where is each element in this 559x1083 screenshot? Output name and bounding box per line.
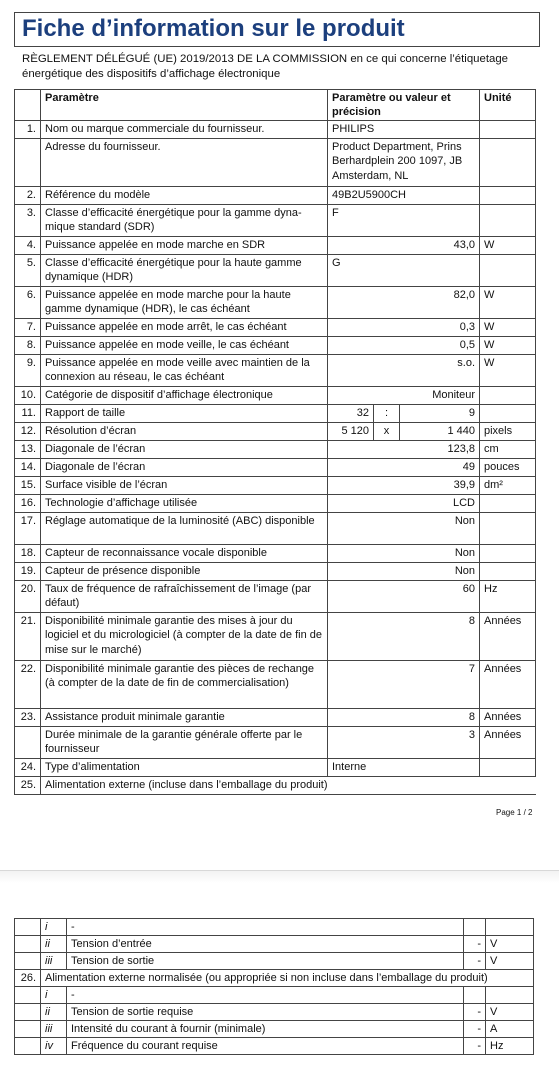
page-number: Page 1 / 2: [496, 808, 533, 817]
table-row: [15, 495, 536, 513]
header-value: Paramètre ou valeur et précision: [328, 90, 480, 121]
row-label: Disponibilité minimale garantie des mises à jour du logiciel et du micrologiciel (à compter de la date de fin de mise sur le marché): [41, 613, 328, 661]
power-supply-table: [14, 918, 534, 1055]
sub-value: [464, 987, 486, 1004]
row-value: 49B2U5900CH: [328, 187, 480, 205]
row-unit: Années: [480, 613, 536, 661]
sub-table-row: [15, 1021, 534, 1038]
row-number: 14.: [15, 459, 41, 477]
row-value: Product Department, Prins Berhardplein 200 1097, JB Amsterdam, NL: [328, 139, 480, 187]
table-row-25: [15, 777, 536, 795]
sub-unit: [486, 987, 534, 1004]
row-unit: [480, 759, 536, 777]
table-row: [15, 709, 536, 727]
row-value: 60: [328, 581, 480, 613]
row-label: Puissance appelée en mode veille, le cas échéant: [41, 337, 328, 355]
row-unit: pouces: [480, 459, 536, 477]
sub-value: -: [464, 953, 486, 970]
sub-value: -: [464, 1038, 486, 1055]
sub-roman: iii: [41, 953, 67, 970]
row-unit: [480, 255, 536, 287]
table-row-26: [15, 970, 534, 987]
sub-label: Fréquence du courant requise: [67, 1038, 464, 1055]
sub-roman: iv: [41, 1038, 67, 1055]
row-unit: [480, 545, 536, 563]
row-number: 19.: [15, 563, 41, 581]
table-row: [15, 355, 536, 387]
sub-label: Intensité du courant à fournir (minimale): [67, 1021, 464, 1038]
sub-unit: V: [486, 936, 534, 953]
row-number: 17.: [15, 513, 41, 545]
sub-indent: [15, 987, 41, 1004]
row-label: Puissance appelée en mode arrêt, le cas échéant: [41, 319, 328, 337]
row-number: 15.: [15, 477, 41, 495]
row-unit: Années: [480, 661, 536, 709]
table-row: [15, 581, 536, 613]
row-unit: [480, 513, 536, 545]
row-unit: W: [480, 337, 536, 355]
row-label: Classe d’efficacité énergétique pour la gamme dynamique standard (SDR): [41, 205, 328, 237]
row-number: 8.: [15, 337, 41, 355]
row-label: Surface visible de l’écran: [41, 477, 328, 495]
header-num-cell: [15, 90, 41, 121]
sub-label: Tension de sortie: [67, 953, 464, 970]
table-row: [15, 661, 536, 709]
row-label: Réglage automatique de la luminosité (ABC) disponible: [41, 513, 328, 545]
sub-indent: [15, 936, 41, 953]
sub-table-row: [15, 987, 534, 1004]
sub-indent: [15, 1021, 41, 1038]
row-unit: [480, 187, 536, 205]
row-label: Catégorie de dispositif d’affichage électronique: [41, 387, 328, 405]
sub-unit: Hz: [486, 1038, 534, 1055]
sub-unit: [486, 919, 534, 936]
sub-table-row: [15, 1004, 534, 1021]
table-row: [15, 563, 536, 581]
row-unit: [480, 121, 536, 139]
row-number: 18.: [15, 545, 41, 563]
row-value: Non: [328, 545, 480, 563]
row-unit: [480, 139, 536, 187]
row-value-first: 5 120: [328, 423, 374, 441]
row-value: 8: [328, 613, 480, 661]
row-number: 20.: [15, 581, 41, 613]
header-param: Paramètre: [41, 90, 328, 121]
row-number: 10.: [15, 387, 41, 405]
row-number: 11.: [15, 405, 41, 423]
row-unit: W: [480, 287, 536, 319]
row-unit: dm²: [480, 477, 536, 495]
table-header-row: [15, 90, 536, 121]
row-value-first: 32: [328, 405, 374, 423]
table-row: [15, 205, 536, 237]
row-unit: W: [480, 355, 536, 387]
row-number: 12.: [15, 423, 41, 441]
row-label: Nom ou marque commerciale du fournisseur.: [41, 121, 328, 139]
row-value: G: [328, 255, 480, 287]
table-row: [15, 459, 536, 477]
table-row: [15, 337, 536, 355]
row-value: 3: [328, 727, 480, 759]
sub-roman: iii: [41, 1021, 67, 1038]
row-label: Type d’alimentation: [41, 759, 328, 777]
row-unit: Années: [480, 727, 536, 759]
row-number: 13.: [15, 441, 41, 459]
row-label: Taux de fréquence de rafraîchissement de l’image (par défaut): [41, 581, 328, 613]
row-number: 25.: [15, 777, 41, 795]
row-value: 0,5: [328, 337, 480, 355]
row-value: 7: [328, 661, 480, 709]
row-value: s.o.: [328, 355, 480, 387]
row-unit: Hz: [480, 581, 536, 613]
sub-roman: ii: [41, 936, 67, 953]
row-number: [15, 139, 41, 187]
row-label: Puissance appelée en mode veille avec maintien de la connexion au réseau, le cas échéant: [41, 355, 328, 387]
row-value: 82,0: [328, 287, 480, 319]
sub-value: -: [464, 1021, 486, 1038]
table-row: [15, 613, 536, 661]
sub-label: -: [67, 987, 464, 1004]
sub-value: -: [464, 936, 486, 953]
row-number: 5.: [15, 255, 41, 287]
row-unit: [480, 563, 536, 581]
row-value: 43,0: [328, 237, 480, 255]
row-label: Référence du modèle: [41, 187, 328, 205]
table-row: [15, 139, 536, 187]
regulation-intro: RÈGLEMENT DÉLÉGUÉ (UE) 2019/2013 DE LA COMMISSION en ce qui concerne l’étiquetage énergétique des dispositifs d’affichage électronique: [22, 53, 509, 80]
table-row: [15, 441, 536, 459]
row-unit: W: [480, 319, 536, 337]
sub-label: Tension de sortie requise: [67, 1004, 464, 1021]
row-number: 26.: [15, 970, 41, 987]
row-number: 4.: [15, 237, 41, 255]
sub-table-row: [15, 1038, 534, 1055]
row-value: Interne: [328, 759, 480, 777]
sub-unit: V: [486, 953, 534, 970]
row-label: Adresse du fournisseur.: [41, 139, 328, 187]
table-row: [15, 477, 536, 495]
table-row: [15, 237, 536, 255]
row-label: Puissance appelée en mode marche pour la haute gamme dynamique (HDR), le cas échéant: [41, 287, 328, 319]
table-row: [15, 545, 536, 563]
row-label: Technologie d’affichage utilisée: [41, 495, 328, 513]
row-value: F: [328, 205, 480, 237]
table-row: [15, 287, 536, 319]
row-value-second: 9: [400, 405, 480, 423]
sub-table-row: [15, 919, 534, 936]
row-label: Assistance produit minimale garantie: [41, 709, 328, 727]
row-label: Disponibilité minimale garantie des pièces de rechange (à compter de la date de fin de commercialisation): [41, 661, 328, 709]
row-unit: cm: [480, 441, 536, 459]
row-label: Classe d’efficacité énergétique pour la haute gamme dynamique (HDR): [41, 255, 328, 287]
sub-label: -: [67, 919, 464, 936]
title-box: [14, 12, 540, 47]
row-value: Non: [328, 563, 480, 581]
row-value: 0,3: [328, 319, 480, 337]
page-separator: [0, 870, 559, 883]
row-label: Puissance appelée en mode marche en SDR: [41, 237, 328, 255]
row-number: 9.: [15, 355, 41, 387]
sub-indent: [15, 1038, 41, 1055]
row-label: Résolution d’écran: [41, 423, 328, 441]
row-number: 16.: [15, 495, 41, 513]
sub-label: Tension d’entrée: [67, 936, 464, 953]
row-unit: [480, 495, 536, 513]
row-label: Diagonale de l’écran: [41, 441, 328, 459]
row-unit: [480, 405, 536, 423]
row-label: Alimentation externe (incluse dans l’emballage du produit): [41, 777, 536, 795]
row-number: 3.: [15, 205, 41, 237]
table-row: [15, 255, 536, 287]
row-value: LCD: [328, 495, 480, 513]
row-number: 23.: [15, 709, 41, 727]
table-row: [15, 387, 536, 405]
row-value: Non: [328, 513, 480, 545]
row-value: Moniteur: [328, 387, 480, 405]
row-value-separator: x: [374, 423, 400, 441]
table-row: [15, 759, 536, 777]
table-row: [15, 727, 536, 759]
row-label: Capteur de reconnaissance vocale disponible: [41, 545, 328, 563]
header-unit: Unité: [480, 90, 536, 121]
sub-value: -: [464, 1004, 486, 1021]
table-row: [15, 187, 536, 205]
row-label: Capteur de présence disponible: [41, 563, 328, 581]
row-value: 49: [328, 459, 480, 477]
row-value: PHILIPS: [328, 121, 480, 139]
sub-table-row: [15, 936, 534, 953]
row-number: 7.: [15, 319, 41, 337]
sub-indent: [15, 1004, 41, 1021]
sub-unit: A: [486, 1021, 534, 1038]
row-number: 6.: [15, 287, 41, 319]
row-unit: W: [480, 237, 536, 255]
row-value: 8: [328, 709, 480, 727]
table-row: [15, 513, 536, 545]
product-info-table: [14, 89, 536, 795]
row-value-separator: :: [374, 405, 400, 423]
sub-table-row: [15, 953, 534, 970]
row-unit: Années: [480, 709, 536, 727]
sub-roman: ii: [41, 1004, 67, 1021]
row-number: 21.: [15, 613, 41, 661]
row-label: Diagonale de l’écran: [41, 459, 328, 477]
table-row: [15, 405, 536, 423]
row-number: 2.: [15, 187, 41, 205]
row-unit: [480, 205, 536, 237]
sub-roman: i: [41, 919, 67, 936]
row-unit: pixels: [480, 423, 536, 441]
table-row: [15, 319, 536, 337]
sub-unit: V: [486, 1004, 534, 1021]
table-row: [15, 423, 536, 441]
page-title: Fiche d’information sur le produit: [22, 15, 405, 42]
row-number: 22.: [15, 661, 41, 709]
sub-roman: i: [41, 987, 67, 1004]
row-value: 39,9: [328, 477, 480, 495]
table-row: [15, 121, 536, 139]
row-number: 24.: [15, 759, 41, 777]
row-number: 1.: [15, 121, 41, 139]
row-label: Durée minimale de la garantie générale offerte par le fournisseur: [41, 727, 328, 759]
sub-indent: [15, 953, 41, 970]
sub-value: [464, 919, 486, 936]
row-unit: [480, 387, 536, 405]
row-label: Alimentation externe normalisée (ou appropriée si non incluse dans l’emballage du produit): [41, 970, 534, 987]
row-value-second: 1 440: [400, 423, 480, 441]
row-label: Rapport de taille: [41, 405, 328, 423]
sub-indent: [15, 919, 41, 936]
row-value: 123,8: [328, 441, 480, 459]
row-number: [15, 727, 41, 759]
